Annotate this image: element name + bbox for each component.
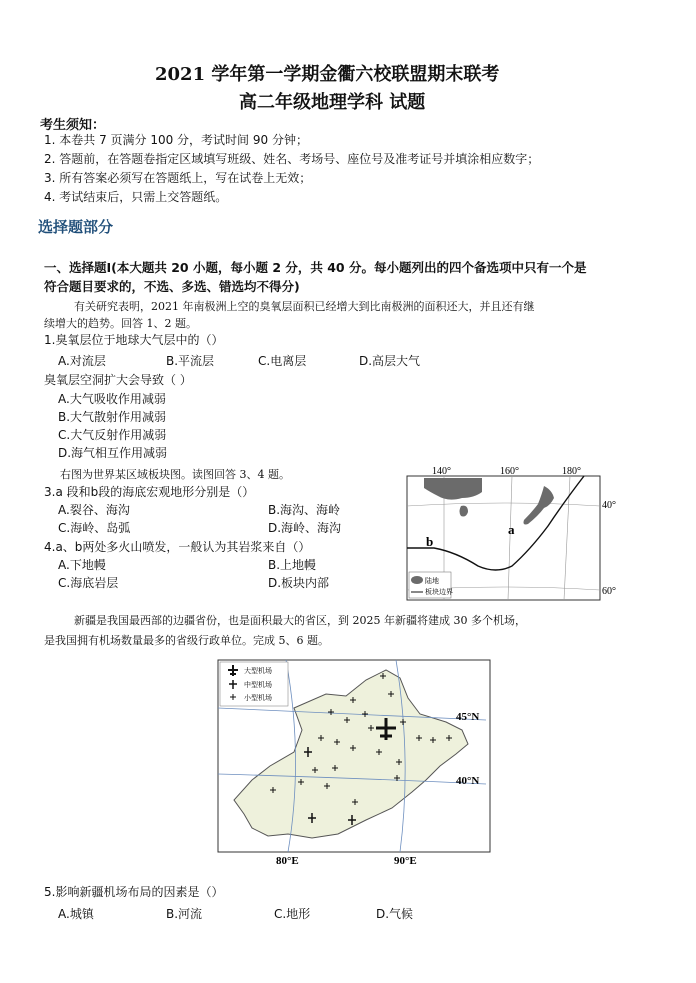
question-4-stem: 4.a、b两处多火山喷发，一般认为其岩浆来自（） xyxy=(44,540,311,554)
q2-option-d[interactable]: D.海气相互作用减弱 xyxy=(58,446,168,460)
point-label-a: a xyxy=(508,522,515,537)
exam-title: 2021 学年第一学期金衢六校联盟期末联考 xyxy=(155,64,500,85)
passage-1-2: 有关研究表明，2021 年南极洲上空的臭氧层面积已经增大到比南极洲的面积还大，并且还有继 xyxy=(74,300,535,313)
question-1-stem: 1.臭氧层位于地球大气层中的（） xyxy=(44,333,224,347)
lon-label-80e: 80°E xyxy=(276,855,299,867)
q1-option-d[interactable]: D.高层大气 xyxy=(359,354,421,368)
q3-option-a[interactable]: A.裂谷、海沟 xyxy=(58,503,130,517)
legend-large-airport: 大型机场 xyxy=(244,667,272,675)
notice-item: 4. 考试结束后，只需上交答题纸。 xyxy=(44,190,228,204)
lon-label-180: 180° xyxy=(562,466,581,477)
notice-item: 2. 答题前，在答题卷指定区域填写班级、姓名、考场号、座位号及准考证号并填涂相应数字； xyxy=(44,152,540,166)
passage-5-6-cont: 是我国拥有机场数量最多的省级行政单位。完成 5、6 题。 xyxy=(44,634,329,647)
lon-label-140: 140° xyxy=(432,466,451,477)
q3-option-d[interactable]: D.海岭、海沟 xyxy=(268,521,342,535)
notice-item: 1. 本卷共 7 页满分 100 分，考试时间 90 分钟； xyxy=(44,133,308,147)
legend-land: 陆地 xyxy=(425,577,439,585)
q5-option-c[interactable]: C.地形 xyxy=(274,907,311,921)
q3-option-c[interactable]: C.海岭、岛弧 xyxy=(58,521,131,535)
xinjiang-airport-map xyxy=(216,658,492,868)
q5-option-a[interactable]: A.城镇 xyxy=(58,907,94,921)
q5-option-b[interactable]: B.河流 xyxy=(166,907,203,921)
q4-option-c[interactable]: C.海底岩层 xyxy=(58,576,119,590)
passage-5-6: 新疆是我国最西部的边疆省份，也是面积最大的省区，到 2025 年新疆将建成 30 多个机场， xyxy=(74,614,526,627)
legend-small-airport: 小型机场 xyxy=(244,694,272,702)
lon-label-160: 160° xyxy=(500,466,519,477)
question-5-stem: 5.影响新疆机场布局的因素是（） xyxy=(44,885,224,899)
q3-option-b[interactable]: B.海沟、海岭 xyxy=(268,503,341,517)
lat-label-45n: 45°N xyxy=(456,711,480,723)
q2-option-c[interactable]: C.大气反射作用减弱 xyxy=(58,428,167,442)
question-2-stem: 臭氧层空洞扩大会导致（ ） xyxy=(44,373,192,387)
passage-3-4: 右图为世界某区域板块图。读图回答 3、4 题。 xyxy=(60,468,290,481)
q1-option-b[interactable]: B.平流层 xyxy=(166,354,215,368)
lon-label-90e: 90°E xyxy=(394,855,417,867)
point-label-b: b xyxy=(426,534,434,549)
lat-label-40: 40° xyxy=(602,500,616,511)
question-3-stem: 3.a 段和b段的海底宏观地形分别是（） xyxy=(44,485,255,499)
part-heading: 一、选择题Ⅰ(本大题共 20 小题，每小题 2 分，共 40 分。每小题列出的四个备选项中只有一个是 xyxy=(44,260,587,275)
legend-medium-airport: 中型机场 xyxy=(244,681,272,689)
exam-subtitle: 高二年级地理学科 试题 xyxy=(239,92,426,113)
q4-option-d[interactable]: D.板块内部 xyxy=(268,576,330,590)
legend-boundary: 板块边界 xyxy=(425,588,453,596)
q2-option-b[interactable]: B.大气散射作用减弱 xyxy=(58,410,167,424)
q1-option-a[interactable]: A.对流层 xyxy=(58,354,106,368)
passage-1-2-cont: 续增大的趋势。回答 1、2 题。 xyxy=(44,317,197,330)
section-title: 选择题部分 xyxy=(38,218,114,236)
q4-option-b[interactable]: B.上地幔 xyxy=(268,558,317,572)
q2-option-a[interactable]: A.大气吸收作用减弱 xyxy=(58,392,166,406)
plate-boundary-map xyxy=(404,466,630,606)
q5-option-d[interactable]: D.气候 xyxy=(376,907,414,921)
part-heading-cont: 符合题目要求的，不选、多选、错选均不得分) xyxy=(44,279,300,294)
q1-option-c[interactable]: C.电离层 xyxy=(258,354,307,368)
lat-label-60: 60° xyxy=(602,586,616,597)
q4-option-a[interactable]: A.下地幔 xyxy=(58,558,106,572)
lat-label-40n: 40°N xyxy=(456,775,480,787)
notice-item: 3. 所有答案必须写在答题纸上，写在试卷上无效； xyxy=(44,171,312,185)
notice-heading: 考生须知： xyxy=(40,118,106,133)
